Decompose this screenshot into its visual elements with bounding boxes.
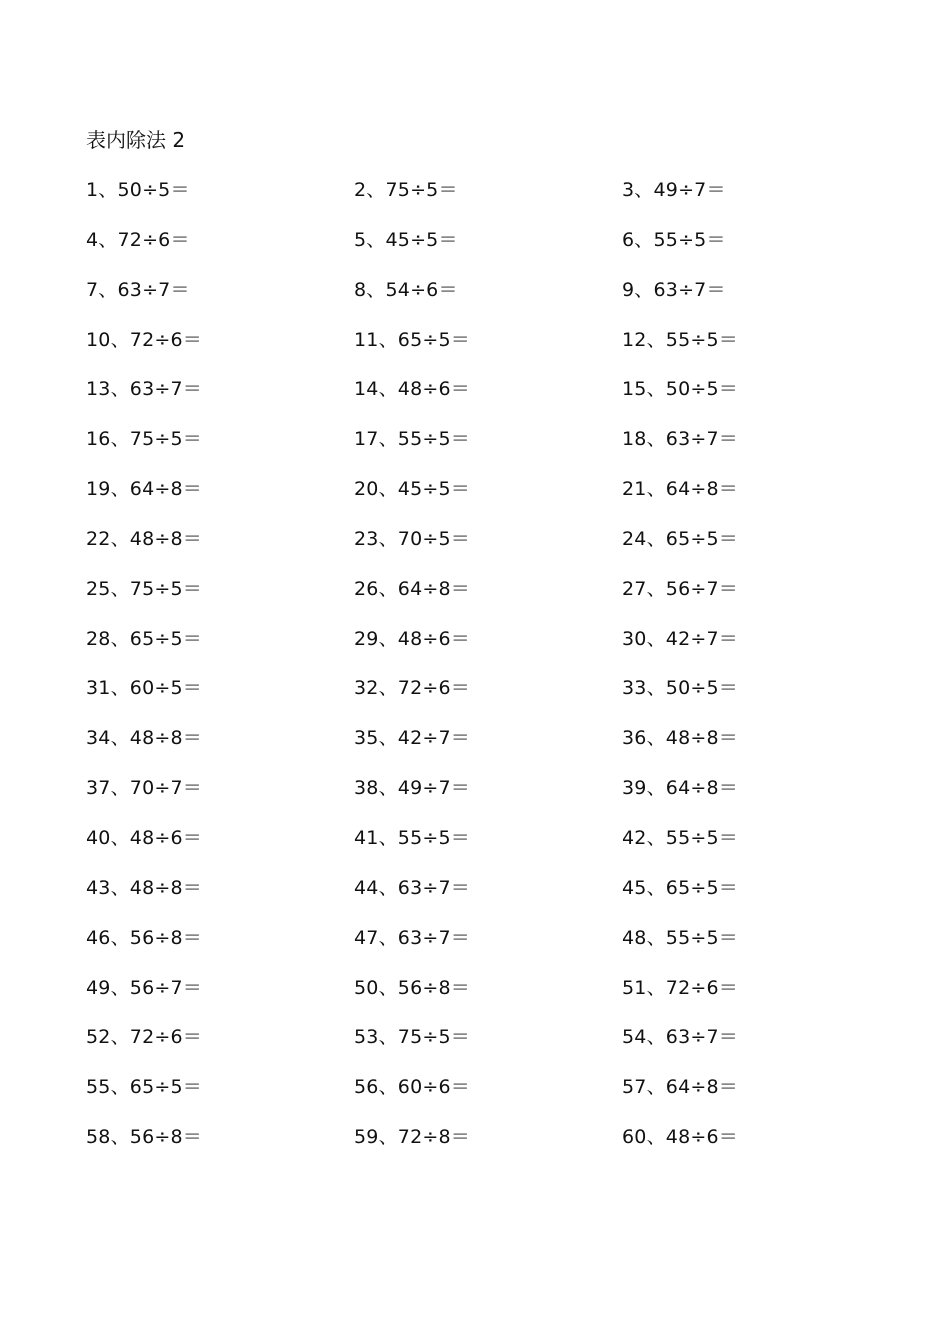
problem-item: 29、48÷6＝ <box>354 627 470 650</box>
problem-item: 26、64÷8＝ <box>354 577 470 600</box>
problem-item: 17、55÷5＝ <box>354 428 470 451</box>
problem-item: 60、48÷6＝ <box>622 1126 738 1149</box>
problem-item: 36、48÷8＝ <box>622 727 738 750</box>
problem-item: 30、42÷7＝ <box>622 627 738 650</box>
problem-item: 31、60÷5＝ <box>86 677 202 700</box>
problem-item: 5、45÷5＝ <box>354 228 458 251</box>
problem-item: 42、55÷5＝ <box>622 826 738 849</box>
problem-item: 3、49÷7＝ <box>622 179 726 201</box>
problem-item: 44、63÷7＝ <box>354 876 470 899</box>
problem-item: 40、48÷6＝ <box>86 826 202 849</box>
problem-item: 12、55÷5＝ <box>622 328 738 351</box>
problem-item: 6、55÷5＝ <box>622 228 726 251</box>
problem-item: 41、55÷5＝ <box>354 826 470 849</box>
problem-item: 46、56÷8＝ <box>86 926 202 949</box>
problem-item: 23、70÷5＝ <box>354 527 470 550</box>
problem-item: 1、50÷5＝ <box>86 179 190 201</box>
problem-item: 10、72÷6＝ <box>86 328 202 351</box>
problem-item: 57、64÷8＝ <box>622 1076 738 1099</box>
problem-item: 24、65÷5＝ <box>622 527 738 550</box>
problem-item: 54、63÷7＝ <box>622 1026 738 1049</box>
problem-item: 38、49÷7＝ <box>354 777 470 800</box>
problem-item: 28、65÷5＝ <box>86 627 202 650</box>
problem-item: 58、56÷8＝ <box>86 1126 202 1149</box>
problem-item: 32、72÷6＝ <box>354 677 470 700</box>
problem-item: 45、65÷5＝ <box>622 876 738 899</box>
problem-item: 50、56÷8＝ <box>354 976 470 999</box>
problem-item: 27、56÷7＝ <box>622 577 738 600</box>
problem-item: 11、65÷5＝ <box>354 328 470 351</box>
problem-item: 7、63÷7＝ <box>86 278 190 301</box>
problem-item: 34、48÷8＝ <box>86 727 202 750</box>
problem-item: 2、75÷5＝ <box>354 179 458 201</box>
problem-item: 18、63÷7＝ <box>622 428 738 451</box>
problem-item: 52、72÷6＝ <box>86 1026 202 1049</box>
problem-item: 22、48÷8＝ <box>86 527 202 550</box>
problem-item: 25、75÷5＝ <box>86 577 202 600</box>
problem-item: 59、72÷8＝ <box>354 1126 470 1149</box>
problem-item: 39、64÷8＝ <box>622 777 738 800</box>
problem-item: 35、42÷7＝ <box>354 727 470 750</box>
problem-item: 43、48÷8＝ <box>86 876 202 899</box>
problem-item: 8、54÷6＝ <box>354 278 458 301</box>
problem-item: 51、72÷6＝ <box>622 976 738 999</box>
problem-item: 13、63÷7＝ <box>86 378 202 401</box>
problem-item: 15、50÷5＝ <box>622 378 738 401</box>
worksheet-title: 表内除法 2 <box>86 128 186 152</box>
problem-item: 56、60÷6＝ <box>354 1076 470 1099</box>
problem-item: 20、45÷5＝ <box>354 478 470 501</box>
problem-grid <box>86 176 906 1173</box>
problem-item: 37、70÷7＝ <box>86 777 202 800</box>
problem-item: 4、72÷6＝ <box>86 228 190 251</box>
problem-item: 49、56÷7＝ <box>86 976 202 999</box>
problem-item: 47、63÷7＝ <box>354 926 470 949</box>
problem-item: 9、63÷7＝ <box>622 278 726 301</box>
problem-item: 16、75÷5＝ <box>86 428 202 451</box>
problem-item: 14、48÷6＝ <box>354 378 470 401</box>
problem-item: 21、64÷8＝ <box>622 478 738 501</box>
problem-item: 48、55÷5＝ <box>622 926 738 949</box>
problem-item: 19、64÷8＝ <box>86 478 202 501</box>
problem-item: 55、65÷5＝ <box>86 1076 202 1099</box>
problem-item: 53、75÷5＝ <box>354 1026 470 1049</box>
problem-item: 33、50÷5＝ <box>622 677 738 700</box>
